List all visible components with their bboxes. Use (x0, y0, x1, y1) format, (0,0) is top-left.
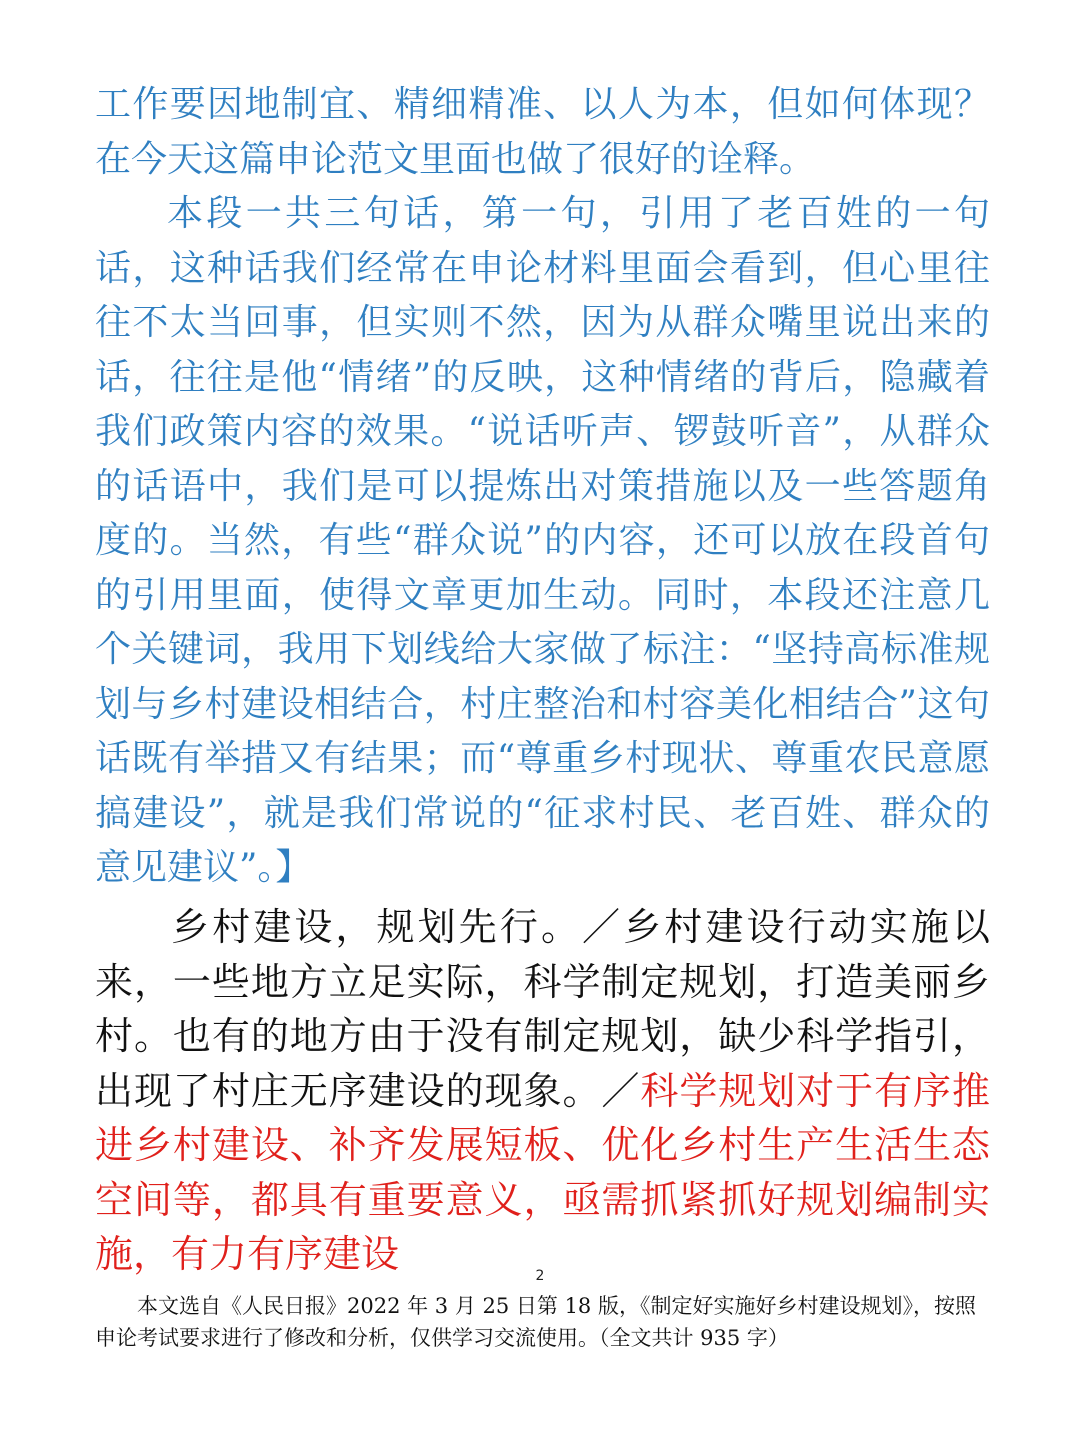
analysis-intro: 工作要因地制宜、精细精准、以人为本，但如何体现？在今天这篇申论范文里面也做了很好的诠释。 (95, 84, 990, 180)
article-normal-text: 乡村建设，规划先行。／乡村建设行动实施以来，一些地方立足实际，科学制定规划，打造美丽乡村。也有的地方由于没有制定规划，缺少科学指引，出现了村庄无序建设的现象。／ (95, 905, 990, 1113)
analysis-paragraph: 本段一共三句话，第一句，引用了老百姓的一句话，这种话我们经常在申论材料里面会看到，但心里往往不太当回事，但实则不然，因为从群众嘴里说出来的话，往往是他“情绪”的反映，这种情绪的背后，隐藏着我们政策内容的效果。“说话听声、锣鼓听音”，从群众的话语中，我们是可以提炼出对策措施以及一些答题角度的。当然，有些“群众说”的内容，还可以放在段首句的引用里面，使得文章更加生动。同时，本段还注意几个关键词，我用下划线给大家做了标注：“坚持高标准规划与乡村建设相结合，村庄整治和村容美化相结合”这句话既有举措又有结果；而“尊重乡村现状、尊重农民意愿搞建设”，就是我们常说的“征求村民、老百姓、群众的意见建议”。】 (95, 193, 990, 888)
analysis-section (95, 78, 990, 896)
article-highlight-text: 科学规划对于有序推进乡村建设、补齐发展短板、优化乡村生产生活生态空间等，都具有重要意义，亟需抓紧抓好规划编制实施，有力有序建设 (95, 1068, 990, 1276)
article-paragraph (95, 900, 990, 1282)
page-number: 2 (535, 1268, 545, 1284)
source-footnote: 本文选自《人民日报》2022 年 3 月 25 日第 18 版，《制定好实施好乡村建设规划》，按照申论考试要求进行了修改和分析，仅供学习交流使用。（全文共计 935 字） (95, 1294, 976, 1350)
